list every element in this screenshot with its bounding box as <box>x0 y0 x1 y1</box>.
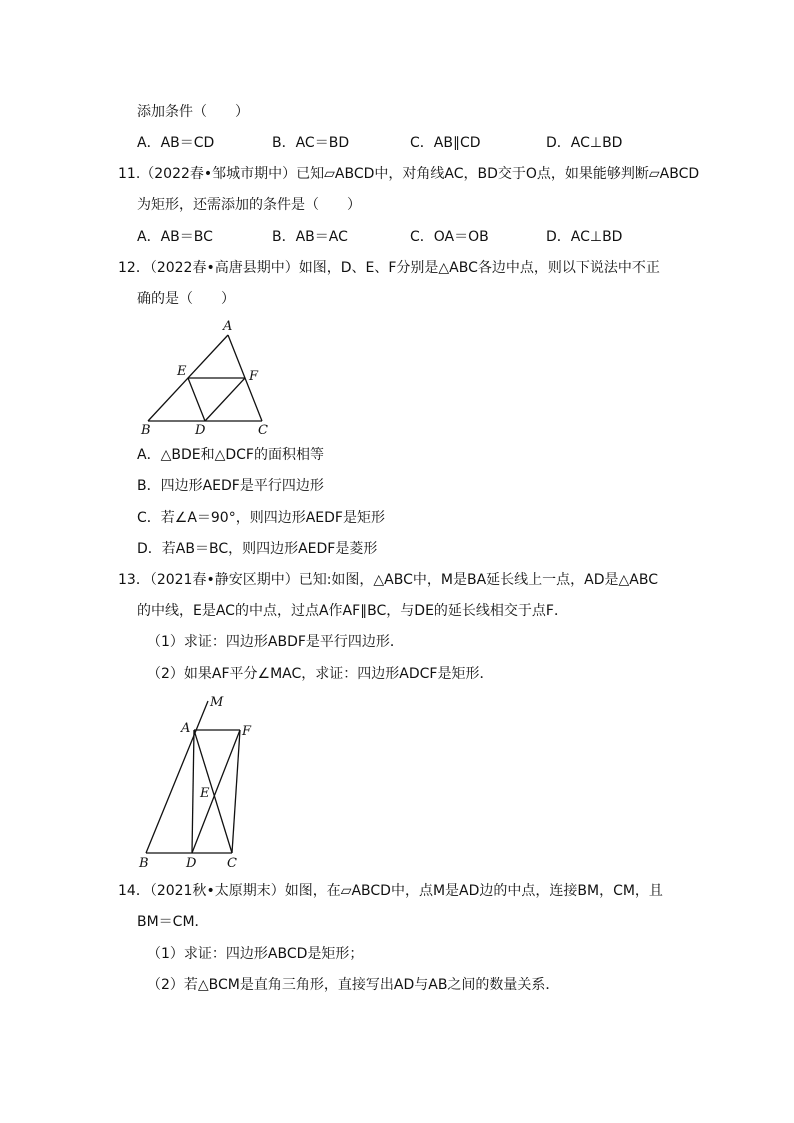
q12-option-a: A．△BDE和△DCF的面积相等 <box>137 447 324 463</box>
q11-option-d: D．AC⊥BD <box>546 229 623 245</box>
q12-option-c: C．若∠A＝90°，则四边形AEDF是矩形 <box>137 510 385 526</box>
q12-stem-line2: 确的是（ ） <box>137 291 235 307</box>
q11-option-a: A．AB＝BC <box>137 229 213 245</box>
q13-figure <box>130 690 270 875</box>
q13-stem-line1: 13．（2021春•静安区期中）已知:如图，△ABC中，M是BA延长线上一点，AD是△ABC <box>118 572 658 588</box>
q11-stem-line2: 为矩形，还需添加的条件是（ ） <box>137 197 361 213</box>
label-b: B <box>139 856 149 871</box>
q10-option-d: D．AC⊥BD <box>546 135 623 151</box>
label-b: B <box>141 423 151 438</box>
q12-option-d: D．若AB＝BC，则四边形AEDF是菱形 <box>137 541 378 557</box>
q10-option-c: C．AB∥CD <box>410 135 481 151</box>
label-e: E <box>177 364 187 379</box>
q13-part2: （2）如果AF平分∠MAC，求证：四边形ADCF是矩形． <box>147 666 494 682</box>
label-f: F <box>242 724 252 739</box>
label-e: E <box>200 786 210 801</box>
q10-option-a: A．AB＝CD <box>137 135 215 151</box>
label-c: C <box>227 856 237 871</box>
q14-part2: （2）若△BCM是直角三角形，直接写出AD与AB之间的数量关系． <box>147 977 560 993</box>
q11-option-b: B．AB＝AC <box>272 229 348 245</box>
q10-continuation: 添加条件（ ） <box>137 104 249 120</box>
label-f: F <box>249 369 259 384</box>
q14-stem-line1: 14．（2021秋•太原期末）如图，在▱ABCD中，点M是AD边的中点，连接BM，CM，且 <box>118 883 663 899</box>
q13-stem-line2: 的中线，E是AC的中点，过点A作AF∥BC，与DE的延长线相交于点F． <box>137 603 568 619</box>
label-c: C <box>258 423 268 438</box>
q14-stem-line2: BM＝CM． <box>137 914 209 930</box>
segment-df <box>205 378 245 421</box>
segment-ed <box>188 378 205 421</box>
q11-stem-line1: 11.（2022春•邹城市期中）已知▱ABCD中，对角线AC，BD交于O点，如果能够判断▱ABCD <box>118 166 700 182</box>
q14-part1: （1）求证：四边形ABCD是矩形； <box>147 946 364 962</box>
q12-triangle-figure <box>130 315 290 440</box>
q12-option-b: B．四边形AEDF是平行四边形 <box>137 478 324 494</box>
q10-option-b: B．AC＝BD <box>272 135 350 151</box>
label-a: A <box>223 319 233 334</box>
q12-stem-line1: 12．（2022春•高唐县期中）如图，D、E、F分别是△ABC各边中点，则以下说法中不正 <box>118 260 660 276</box>
segment-bm <box>146 701 208 853</box>
segment-ad <box>192 730 194 853</box>
label-d: D <box>186 856 197 871</box>
q13-part1: （1）求证：四边形ABDF是平行四边形． <box>147 634 404 650</box>
label-a: A <box>181 721 191 736</box>
label-d: D <box>195 423 206 438</box>
label-m: M <box>210 695 224 710</box>
q11-option-c: C．OA＝OB <box>410 229 489 245</box>
